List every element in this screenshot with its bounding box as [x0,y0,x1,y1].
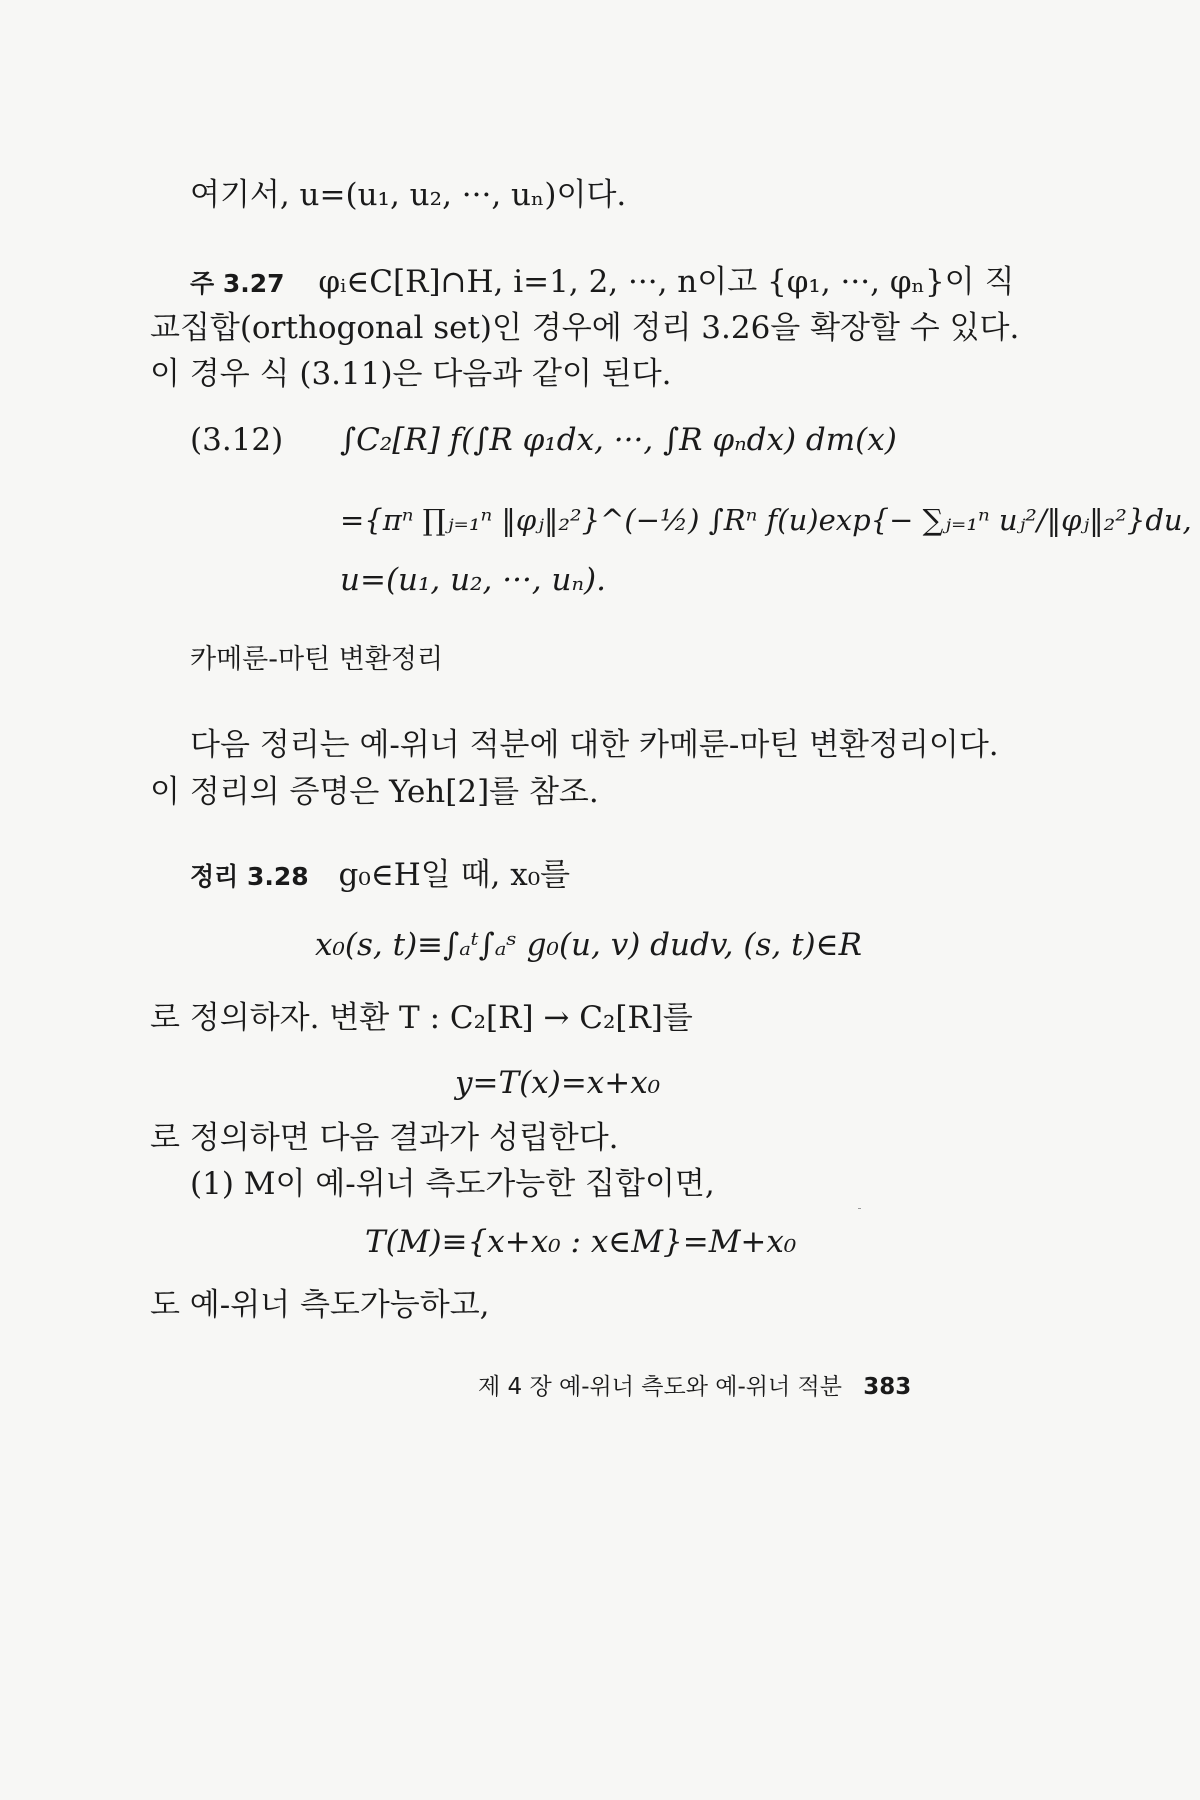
set-equation: T(M)≡{x+x₀ : x∈M}=M+x₀ [365,1224,797,1260]
equation-312-row-1: ∫C₂[R] f(∫R φ₁dx, ···, ∫R φₙdx) dm(x) [340,422,897,458]
page-number: 383 [863,1374,912,1400]
definition-line: 로 정의하자. 변환 T : C₂[R] → C₂[R]를 [150,1000,693,1036]
note-line-1 [190,262,1014,304]
result-line: 로 정의하면 다음 결과가 성립한다. [150,1120,619,1156]
last-line: 도 예-위너 측도가능하고, [150,1287,490,1323]
section-heading: 카메룬-마틴 변환정리 [190,644,444,675]
theorem-label: 정리 3.28 [190,862,309,891]
chapter-title: 제 4 장 예-위너 측도와 예-위너 적분 [478,1374,842,1400]
equation-312-row-3: u=(u₁, u₂, ···, uₙ). [340,562,606,598]
item-1-line: (1) M이 예-위너 측도가능한 집합이면, [190,1166,715,1202]
paragraph-1-line-1: 다음 정리는 예-위너 적분에 대한 카메룬-마틴 변환정리이다. [190,727,999,763]
note-line-3: 이 경우 식 (3.11)은 다음과 같이 된다. [150,356,672,392]
running-footer [478,1368,911,1401]
equation-number: (3.12) [190,422,284,458]
theorem-intro-line [190,855,570,897]
equation-312-row-2: ={πⁿ ∏ⱼ₌₁ⁿ ‖φⱼ‖₂²}^(−½) ∫Rⁿ f(u)exp{− ∑ⱼ₌₁ⁿ uⱼ²/‖φⱼ‖₂²}du, [340,503,1192,537]
theorem-intro-text: g₀∈H일 때, x₀를 [338,857,571,893]
u-definition-line: 여기서, u=(u₁, u₂, ···, uₙ)이다. [190,177,627,213]
paragraph-1-line-2: 이 정리의 증명은 Yeh[2]를 참조. [150,774,599,810]
note-text-1: φᵢ∈C[R]∩H, i=1, 2, ···, n이고 {φ₁, ···, φₙ}이 직 [318,264,1015,300]
transform-equation: y=T(x)=x+x₀ [455,1065,661,1101]
note-line-2: 교집합(orthogonal set)인 경우에 정리 3.26을 확장할 수 있다. [150,310,1020,346]
note-label: 주 3.27 [190,269,285,298]
theorem-equation-x0: x₀(s, t)≡∫ₐᵗ∫ₐˢ g₀(u, v) dudv, (s, t)∈R [315,927,862,963]
stray-mark [858,1208,861,1209]
